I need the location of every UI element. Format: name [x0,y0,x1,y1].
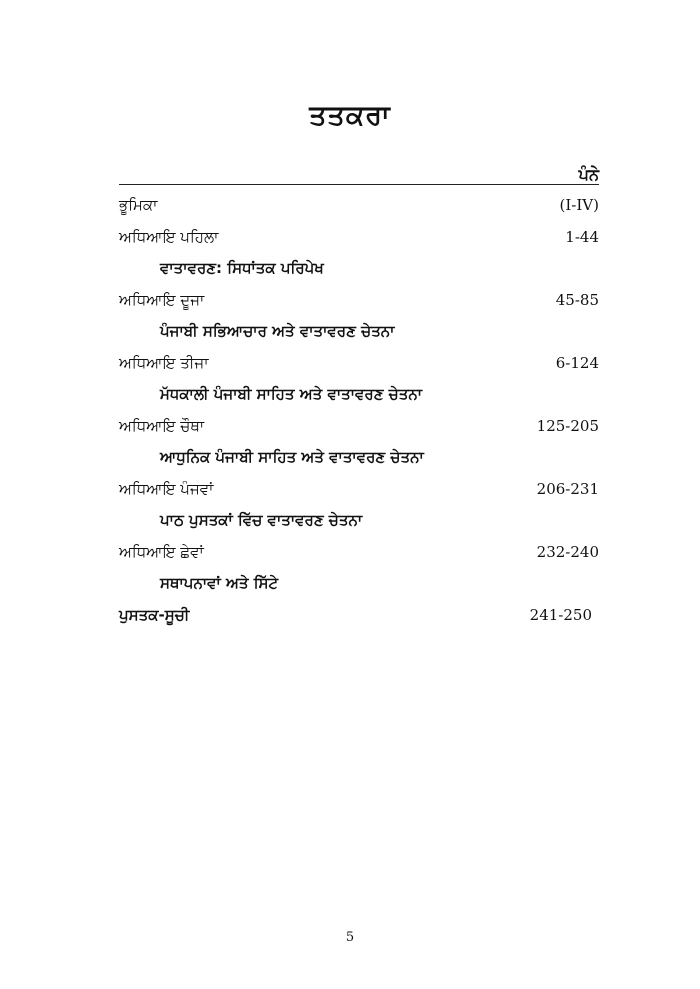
toc-entry-label: ਅਧਿਆਇ ਪਹਿਲਾ [119,227,219,246]
toc-entry-pages: 1-44 [565,227,599,246]
toc-chapter-2-title [119,316,599,348]
toc-entry-pages: (I-IV) [559,196,599,214]
toc-chapter-1-title [119,253,599,285]
toc-entry-label: ਅਧਿਆਇ ਪੰਜਵਾਂ [119,479,214,498]
page-title: ਤਤਕਰਾ [309,100,391,131]
toc-chapter-5-title [119,505,599,537]
toc-chapter-6-title [119,568,599,600]
toc-entry-label: ਭੂਮਿਕਾ [119,196,158,214]
toc-entry-label: ਅਧਿਆਇ ਦੂਜਾ [119,290,205,309]
toc-entry-pages: 45-85 [555,290,599,309]
toc-chapter-title: ਵਾਤਾਵਰਣ: ਸਿਧਾਂਤਕ ਪਰਿਪੇਖ [160,259,324,277]
toc-entry-pages: 6-124 [555,353,599,372]
toc-entry-chapter-4 [119,411,599,443]
toc-entry-label: ਅਧਿਆਇ ਛੇਵਾਂ [119,542,204,561]
pages-column-header: ਪੰਨੇ [578,165,599,184]
toc-chapter-title: ਪੰਜਾਬੀ ਸਭਿਆਚਾਰ ਅਤੇ ਵਾਤਾਵਰਣ ਚੇਤਨਾ [160,322,395,340]
table-of-contents [119,190,599,631]
toc-chapter-title: ਪਾਠ ਪੁਸਤਕਾਂ ਵਿੱਚ ਵਾਤਾਵਰਣ ਚੇਤਨਾ [160,511,363,529]
toc-entry-chapter-2 [119,285,599,317]
toc-entry-label: ਪੁਸਤਕ-ਸੂਚੀ [119,605,190,624]
toc-entry-pages: 125-205 [536,416,599,435]
toc-chapter-title: ਮੱਧਕਾਲੀ ਪੰਜਾਬੀ ਸਾਹਿਤ ਅਤੇ ਵਾਤਾਵਰਣ ਚੇਤਨਾ [160,385,423,403]
toc-entry-chapter-5 [119,474,599,506]
page-number: 5 [345,930,355,945]
toc-chapter-title: ਸਥਾਪਨਾਵਾਂ ਅਤੇ ਸਿੱਟੇ [160,574,279,592]
toc-entry-chapter-1 [119,222,599,254]
toc-entry-pages: 241-250 [529,605,592,624]
toc-entry-pages: 206-231 [536,479,599,498]
toc-entry-bibliography [119,600,599,632]
toc-chapter-3-title [119,379,599,411]
toc-entry-preface [119,190,599,222]
toc-chapter-4-title [119,442,599,474]
toc-entry-label: ਅਧਿਆਇ ਤੀਜਾ [119,353,209,372]
toc-entry-chapter-6 [119,537,599,569]
header-divider [119,184,599,185]
toc-entry-chapter-3 [119,348,599,380]
toc-chapter-title: ਆਧੁਨਿਕ ਪੰਜਾਬੀ ਸਾਹਿਤ ਅਤੇ ਵਾਤਾਵਰਣ ਚੇਤਨਾ [160,448,424,466]
toc-entry-pages: 232-240 [536,542,599,561]
toc-entry-label: ਅਧਿਆਇ ਚੌਥਾ [119,416,205,435]
